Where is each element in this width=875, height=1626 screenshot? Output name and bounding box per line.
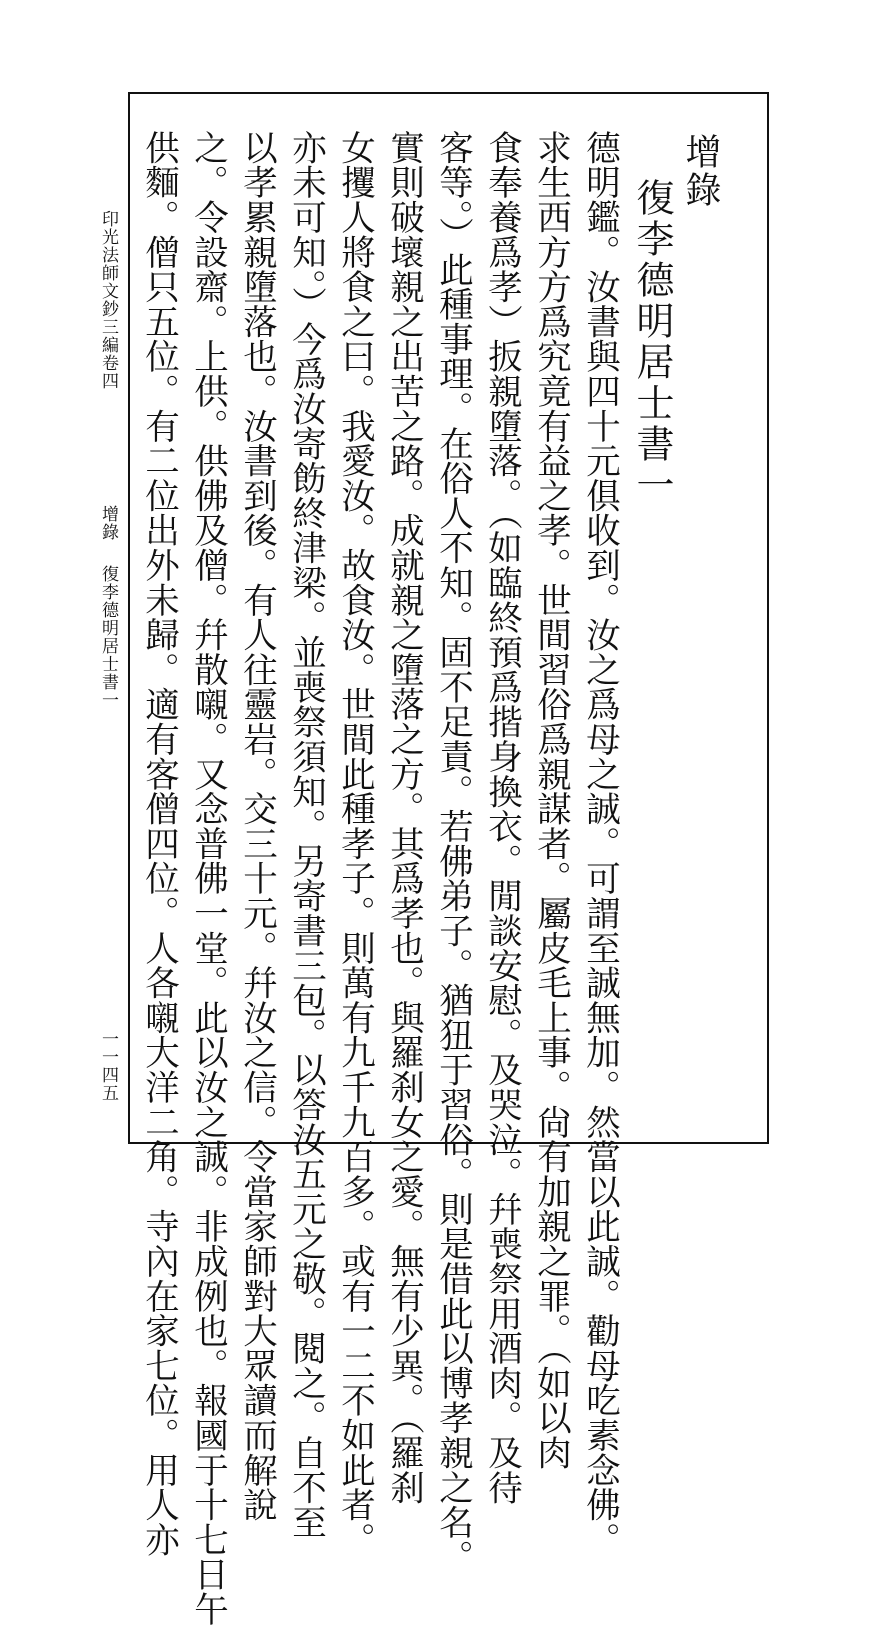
body-column: 客等。）此種事理。在俗人不知。固不足責。若佛弟子。猶狃于習俗。則是借此以博孝親之名。: [432, 130, 473, 1575]
page-number: 一一四五: [98, 1030, 118, 1102]
margin-section-label: 增錄: [98, 505, 118, 541]
margin-book-title: 印光法師文鈔三編卷四: [98, 210, 118, 390]
letter-title: 復李德明居士書一: [630, 178, 674, 506]
body-column: 實則破壞親之出苦之路。成就親之墮落之方。其爲孝也。與羅刹女之愛。無有少異。（羅刹: [383, 130, 424, 1505]
body-column: 求生西方方爲究竟有益之孝。世間習俗爲親謀者。屬皮毛上事。尙有加親之罪。（如以肉: [530, 130, 571, 1470]
body-column: 之。令設齋。上供。供佛及僧。幷散嚫。又念普佛一堂。此以汝之誠。非成例也。報國于十七日午: [187, 130, 228, 1626]
margin-letter-title: 復李德明居士書一: [98, 565, 118, 709]
body-column: 女攫人將食之曰。我愛汝。故食汝。世間此種孝子。則萬有九千九百多。或有一二不如此者。: [334, 130, 375, 1557]
body-column: 供麵。僧只五位。有二位出外未歸。適有客僧四位。人各嚫大洋二角。寺內在家七位。用人亦: [138, 130, 179, 1557]
body-column: 食奉養爲孝）扳親墮落。（如臨終預爲揩身換衣。閒談安慰。及哭泣。幷喪祭用酒肉。及待: [481, 130, 522, 1505]
body-column: 以孝累親墮落也。汝書到後。有人往靈岩。交三十元。幷汝之信。令當家師對大眾讀而解說: [236, 130, 277, 1522]
body-column: 亦未可知。）今爲汝寄飭終津梁。並喪祭須知。另寄書三包。以答汝五元之敬。閱之。自不至: [285, 130, 326, 1540]
section-label: 增錄: [680, 133, 721, 209]
body-column: 德明鑑。汝書與四十元俱收到。汝之爲母之誠。可謂至誠無加。然當以此誠。勸母吃素念佛。: [579, 130, 620, 1557]
